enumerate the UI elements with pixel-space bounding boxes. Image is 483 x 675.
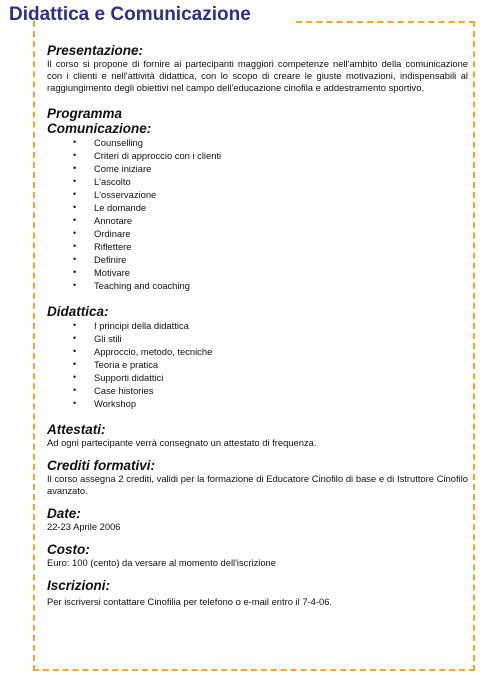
list-item (47, 319, 468, 332)
bullet-icon: • (73, 372, 77, 382)
bullet-icon: • (73, 163, 77, 173)
list-item-label: L'osservazione (94, 189, 157, 200)
list-item (47, 188, 468, 201)
list-item (47, 136, 468, 149)
list-item-label: Case histories (94, 385, 154, 396)
crediti-text: Il corso assegna 2 crediti, validi per la formazione di Educatore Cinofilo di base e di Istruttore Cinofilo avanzato. (47, 473, 468, 496)
list-item-label: Riflettere (94, 241, 132, 252)
bullet-icon: • (73, 176, 77, 186)
list-item (47, 332, 468, 345)
list-item (47, 397, 468, 410)
bullet-icon: • (73, 215, 77, 225)
list-item-label: L'ascolto (94, 176, 131, 187)
list-item (47, 279, 468, 292)
bullet-icon: • (73, 137, 77, 147)
list-item-label: Approccio, metodo, tecniche (94, 346, 213, 357)
document-content (47, 43, 468, 608)
bullet-icon: • (73, 359, 77, 369)
date-text: 22-23 Aprile 2006 (47, 521, 121, 532)
list-item-label: Come iniziare (94, 163, 152, 174)
bullet-icon: • (73, 333, 77, 343)
iscrizioni-heading: Iscrizioni: (47, 578, 111, 593)
costo-heading: Costo: (47, 542, 90, 557)
bullet-icon: • (73, 320, 77, 330)
list-item (47, 240, 468, 253)
list-item-label: Teoria e pratica (94, 359, 159, 370)
list-item (47, 345, 468, 358)
bullet-icon: • (73, 346, 77, 356)
list-item-label: I principi della didattica (94, 320, 189, 331)
list-item (47, 201, 468, 214)
list-item (47, 227, 468, 240)
didattica-heading: Didattica: (47, 304, 109, 319)
list-item (47, 149, 468, 162)
date-heading: Date: (47, 506, 81, 521)
dashed-frame-top (296, 21, 475, 23)
comunicazione-heading: Comunicazione: (47, 121, 152, 136)
list-item-label: Le domande (94, 202, 147, 213)
bullet-icon: • (73, 202, 77, 212)
list-item (47, 162, 468, 175)
list-item (47, 358, 468, 371)
list-item-label: Ordinare (94, 228, 131, 239)
bullet-icon: • (73, 398, 77, 408)
list-item-label: Supporti didattici (94, 372, 164, 383)
list-item-label: Motivare (94, 267, 130, 278)
bullet-icon: • (73, 254, 77, 264)
list-item-label: Workshop (94, 398, 137, 409)
bullet-icon: • (73, 228, 77, 238)
bullet-icon: • (73, 267, 77, 277)
list-item (47, 266, 468, 279)
presentazione-text: Il corso si propone di fornire ai partecipanti maggiori competenze nell'ambito della comunicazione con i clienti e nell'attività didattica, con lo scopo di creare le giuste motivazioni, indispensabili al raggiungimento degli obiettivi nel campo dell'educazione cinofila e addestramento sportivo. (47, 58, 468, 93)
didattica-list (47, 319, 468, 410)
comunicazione-list (47, 136, 468, 292)
list-item (47, 175, 468, 188)
list-item-label: Definire (94, 254, 127, 265)
page-title: Didattica e Comunicazione (9, 4, 251, 25)
list-item-label: Criteri di approccio con i clienti (94, 150, 222, 161)
bullet-icon: • (73, 150, 77, 160)
attestati-text: Ad ogni partecipante verrà consegnato un attestato di frequenza. (47, 437, 317, 448)
list-item-label: Counselling (94, 137, 143, 148)
bullet-icon: • (73, 241, 77, 251)
programma-heading: Programma (47, 106, 123, 121)
bullet-icon: • (73, 189, 77, 199)
crediti-heading: Crediti formativi: (47, 458, 156, 473)
list-item (47, 384, 468, 397)
list-item (47, 371, 468, 384)
list-item (47, 253, 468, 266)
attestati-heading: Attestati: (47, 422, 106, 437)
iscrizioni-text: Per iscriversi contattare Cinofilia per telefono o e-mail entro il 7-4-06. (47, 596, 333, 607)
list-item-label: Annotare (94, 215, 133, 226)
list-item-label: Teaching and coaching (94, 280, 190, 291)
costo-text: Euro: 100 (cento) da versare al momento dell'iscrizione (47, 557, 276, 568)
list-item-label: Gli stili (94, 333, 122, 344)
bullet-icon: • (73, 385, 77, 395)
list-item (47, 214, 468, 227)
bullet-icon: • (73, 280, 77, 290)
presentazione-heading: Presentazione: (47, 43, 144, 58)
